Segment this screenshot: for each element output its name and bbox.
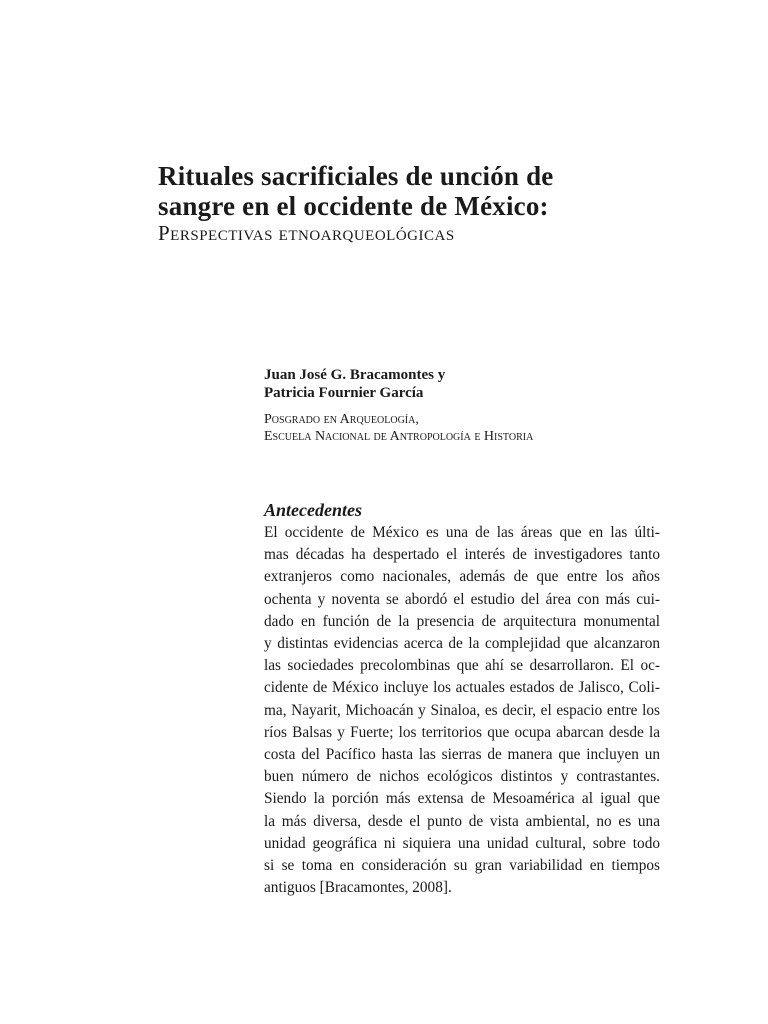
body-line: antiguos [Bracamontes, 2008]. [264, 879, 452, 897]
author-line-2: Patricia Fournier García [264, 385, 424, 401]
body-line: mas décadas ha despertado el interés de investigadores tanto [264, 546, 660, 564]
body-line: costa del Pacífico hasta las sierras de manera que incluyen un [264, 746, 660, 764]
body-line: Siendo la porción más extensa de Mesoamérica al igual que [264, 790, 660, 808]
body-line: buen número de nichos ecológicos distintos y contrastantes. [264, 768, 660, 786]
body-line: ríos Balsas y Fuerte; los territorios que ocupa abarcan desde la [264, 723, 660, 741]
body-line: la más diversa, desde el punto de vista ambiental, no es una [264, 812, 660, 830]
article-title-line-1: Rituales sacrificiales de unción de [158, 161, 554, 191]
body-line: dado en función de la presencia de arquitectura monumental [264, 612, 660, 630]
body-line: las sociedades precolombinas que ahí se desarrollaron. El oc- [264, 657, 660, 675]
body-line: unidad geográfica ni siquiera una unidad cultural, sobre todo [264, 834, 660, 852]
article-subtitle: Perspectivas etnoarqueológicas [158, 221, 455, 245]
body-line: ma, Nayarit, Michoacán y Sinaloa, es decir, el espacio entre los [264, 701, 660, 719]
body-line: El occidente de México es una de las áreas que en las últi- [264, 524, 660, 541]
affiliation-line-1: Posgrado en Arqueología, [264, 412, 419, 427]
body-line: y distintas evidencias acerca de la complejidad que alcanzaron [264, 635, 660, 653]
section-body [264, 522, 660, 899]
article-title-block [158, 161, 628, 245]
body-line: extranjeros como nacionales, además de que entre los años [264, 568, 660, 586]
body-line: ochenta y noventa se abordó el estudio del área con más cui- [264, 590, 660, 608]
body-line: si se toma en consideración su gran variabilidad en tiempos [264, 857, 660, 875]
section-antecedentes [264, 499, 660, 899]
section-heading: Antecedentes [264, 500, 362, 520]
affiliation [264, 411, 664, 445]
authors-block [264, 366, 664, 445]
body-line: cidente de México incluye los actuales estados de Jalisco, Coli- [264, 679, 660, 697]
article-title-line-2: sangre en el occidente de México: [158, 191, 549, 221]
author-line-1: Juan José G. Bracamontes y [264, 367, 446, 383]
affiliation-line-2: Escuela Nacional de Antropología e Historia [264, 429, 534, 444]
